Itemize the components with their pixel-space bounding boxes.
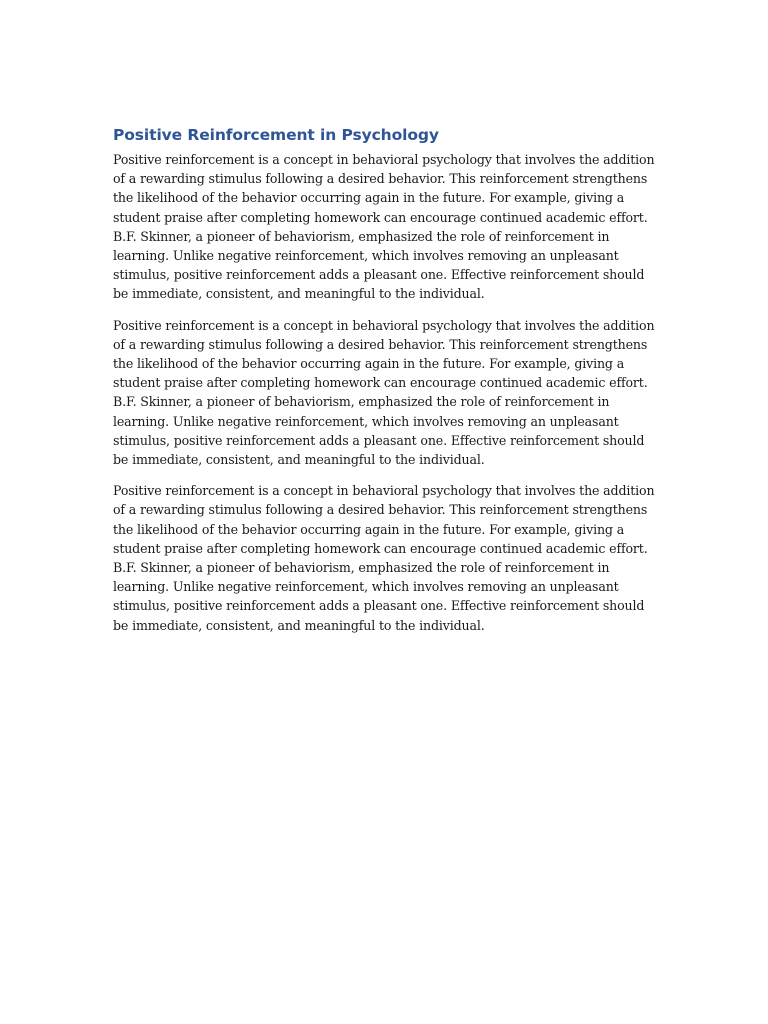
paragraph-1: Positive reinforcement is a concept in behavioral psychology that involves the addition of a rewarding stimulus following a desired behavior. This reinforcement strengthens the likelihood of the behavior occurring again in the future. For example, giving a student praise after completing homework can encourage continued academic effort. B.F. Skinner, a pioneer of behaviorism, emphasized the role of reinforcement in learning. Unlike negative reinforcement, which involves removing an unpleasant stimulus, positive reinforcement adds a pleasant one. Effective reinforcement should be immediate, consistent, and meaningful to the individual. [113,152,655,302]
paragraph-2: Positive reinforcement is a concept in behavioral psychology that involves the addition of a rewarding stimulus following a desired behavior. This reinforcement strengthens the likelihood of the behavior occurring again in the future. For example, giving a student praise after completing homework can encourage continued academic effort. B.F. Skinner, a pioneer of behaviorism, emphasized the role of reinforcement in learning. Unlike negative reinforcement, which involves removing an unpleasant stimulus, positive reinforcement adds a pleasant one. Effective reinforcement should be immediate, consistent, and meaningful to the individual. [113,317,655,468]
paragraph-3: Positive reinforcement is a concept in behavioral psychology that involves the addition of a rewarding stimulus following a desired behavior. This reinforcement strengthens the likelihood of the behavior occurring again in the future. For example, giving a student praise after completing homework can encourage continued academic effort. B.F. Skinner, a pioneer of behaviorism, emphasized the role of reinforcement in learning. Unlike negative reinforcement, which involves removing an unpleasant stimulus, positive reinforcement adds a pleasant one. Effective reinforcement should be immediate, consistent, and meaningful to the individual. [113,483,655,633]
document-body [113,124,661,647]
document-title: Positive Reinforcement in Psychology [113,126,439,144]
